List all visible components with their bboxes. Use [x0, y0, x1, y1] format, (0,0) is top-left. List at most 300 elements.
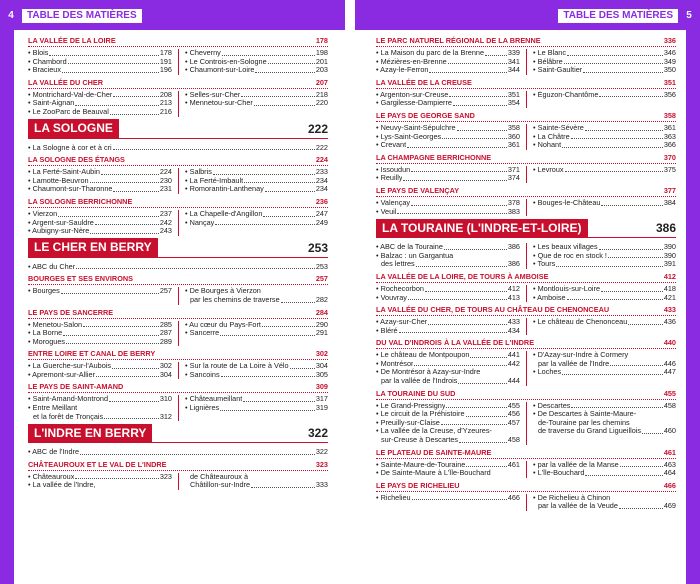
- toc-entry[interactable]: [28, 168, 172, 177]
- dot-leader: [113, 149, 315, 150]
- entry-title: • Bouges-le-Château: [533, 198, 601, 207]
- toc-entry[interactable]: [28, 413, 172, 422]
- toc-entry[interactable]: [28, 263, 328, 272]
- section-heading[interactable]: [376, 338, 676, 349]
- entry-title: • Chambord: [28, 57, 67, 66]
- toc-entry[interactable]: [185, 362, 328, 371]
- entry-column-left: [376, 124, 526, 150]
- entry-page: 446: [663, 358, 676, 368]
- dot-leader: [458, 383, 506, 384]
- entry-page: 216: [159, 106, 172, 116]
- toc-entry[interactable]: [185, 321, 328, 330]
- dot-leader: [444, 249, 507, 250]
- section-title: LE PARC NATUREL RÉGIONAL DE LA BRENNE: [376, 36, 541, 45]
- toc-entry[interactable]: [533, 58, 676, 67]
- section-heading[interactable]: [376, 78, 676, 89]
- entry-title: • Le ZooParc de Beauval: [28, 107, 109, 116]
- section-heading[interactable]: [376, 481, 676, 492]
- entry-column-left: [376, 49, 526, 75]
- section-page: 309: [315, 382, 328, 392]
- section-page: 412: [663, 271, 676, 281]
- section-heading[interactable]: [28, 274, 328, 285]
- dot-leader: [110, 114, 159, 115]
- toc-entry[interactable]: [533, 133, 676, 142]
- section-page: 336: [663, 36, 676, 45]
- entry-line: de-Touraine par les chemins: [538, 417, 630, 427]
- entry-group: [376, 243, 676, 269]
- entry-column-right: [178, 362, 328, 379]
- entry-group: [28, 473, 328, 490]
- section-heading[interactable]: [376, 111, 676, 122]
- entry-group: [376, 351, 676, 385]
- entry-title: • Argent-sur-Sauldre: [28, 218, 94, 227]
- dot-leader: [628, 324, 663, 325]
- entry-page: 358: [507, 122, 520, 132]
- toc-entry[interactable]: [533, 360, 676, 369]
- section-page: 370: [663, 152, 676, 162]
- toc-entry[interactable]: [185, 177, 328, 186]
- entry-title: • La Sologne à cor et à cri: [28, 143, 112, 152]
- entry-list: [376, 402, 520, 428]
- toc-entry[interactable]: [28, 177, 172, 186]
- section-page: 323: [315, 459, 328, 469]
- dot-leader: [61, 293, 159, 294]
- entry-page: 418: [663, 283, 676, 293]
- section-heading[interactable]: [28, 36, 328, 47]
- toc-entry[interactable]: [533, 91, 676, 100]
- entry-line: [533, 427, 676, 436]
- toc-entry[interactable]: [185, 58, 328, 67]
- entry-column-left: [28, 168, 178, 194]
- entry-group: [376, 318, 676, 335]
- dot-leader: [567, 55, 663, 56]
- region-heading[interactable]: [28, 424, 328, 443]
- dot-leader: [642, 433, 663, 434]
- section-page: 284: [315, 307, 328, 317]
- dot-leader: [411, 171, 507, 172]
- toc-entry[interactable]: [28, 404, 172, 413]
- entry-title: • Sainte-Maure-de-Touraine: [376, 460, 466, 469]
- entry-title: • L'Île-Bouchard: [533, 469, 585, 478]
- section-heading[interactable]: [376, 186, 676, 197]
- entry-line: [533, 502, 676, 511]
- left-header-title: TABLE DES MATIÈRES: [22, 9, 142, 23]
- toc-entry[interactable]: [185, 49, 328, 58]
- toc-entry[interactable]: [28, 185, 172, 194]
- dot-leader: [75, 105, 158, 106]
- toc-entry[interactable]: [376, 91, 520, 100]
- toc-entry[interactable]: [185, 404, 328, 413]
- toc-entry[interactable]: [185, 210, 328, 219]
- dot-leader: [601, 291, 663, 292]
- toc-entry[interactable]: [376, 141, 520, 150]
- entry-title: par la vallée de la Veude: [538, 502, 618, 511]
- entry-page: 317: [315, 394, 328, 404]
- dot-leader: [457, 130, 507, 131]
- section-page: 302: [315, 349, 328, 359]
- toc-entry[interactable]: [376, 294, 520, 303]
- section-title: LE PAYS DE RICHELIEU: [376, 480, 460, 490]
- dot-leader: [63, 335, 159, 336]
- entry-column-right: [526, 494, 676, 511]
- toc-entry[interactable]: [533, 318, 676, 327]
- section-heading[interactable]: [376, 389, 676, 400]
- toc-entry[interactable]: [185, 168, 328, 177]
- entry-page: 366: [663, 140, 676, 150]
- entry-column-right: [178, 287, 328, 304]
- dot-leader: [222, 55, 315, 56]
- toc-entry[interactable]: [28, 448, 328, 457]
- entry-column-left: [376, 166, 526, 183]
- dot-leader: [414, 365, 506, 366]
- toc-entry[interactable]: [376, 99, 520, 108]
- toc-entry[interactable]: [185, 66, 328, 75]
- entry-title: • Morogues: [28, 337, 66, 346]
- entry-title: • Que de roc en stock !: [533, 251, 607, 260]
- toc-entry[interactable]: [533, 469, 676, 478]
- dot-leader: [268, 63, 315, 64]
- dot-leader: [76, 268, 315, 269]
- toc-entry[interactable]: [533, 260, 676, 269]
- section-heading[interactable]: [376, 448, 676, 459]
- dot-leader: [610, 365, 663, 366]
- toc-entry[interactable]: [376, 402, 520, 411]
- toc-entry[interactable]: [376, 260, 520, 269]
- toc-entry[interactable]: [28, 329, 172, 338]
- toc-entry[interactable]: [376, 208, 520, 217]
- entry-page: 220: [315, 98, 328, 108]
- toc-entry[interactable]: [28, 108, 172, 117]
- entry-page: 302: [159, 361, 172, 371]
- entry-title: • Salbris: [185, 168, 212, 177]
- entry-page: 374: [507, 173, 520, 183]
- toc-entry[interactable]: [28, 287, 172, 296]
- entry-column-left: [28, 321, 178, 347]
- entry-title: • Apremont-sur-Allier: [28, 370, 96, 379]
- entry-page: 421: [663, 292, 676, 302]
- region-title: LE CHER EN BERRY: [28, 238, 158, 257]
- toc-entry[interactable]: [533, 124, 676, 133]
- entry-page: 282: [315, 294, 328, 304]
- entry-line: [185, 296, 328, 305]
- toc-entry[interactable]: [376, 494, 520, 503]
- entry-title: des lettres: [381, 260, 415, 269]
- toc-entry[interactable]: [376, 66, 520, 75]
- section-heading[interactable]: [28, 197, 328, 208]
- section-heading[interactable]: [376, 36, 676, 47]
- toc-entry[interactable]: [185, 219, 328, 228]
- entry-page: 253: [315, 261, 328, 271]
- dot-leader: [58, 216, 159, 217]
- section-title: LE PLATEAU DE SAINTE-MAURE: [376, 447, 492, 457]
- entry-column-right: [178, 49, 328, 75]
- entry-list: [376, 351, 520, 368]
- entry-group: [376, 285, 676, 302]
- entry-page: 378: [507, 197, 520, 207]
- entry-line: • De Montrésor à Azay-sur-Indre: [376, 367, 481, 377]
- toc-entry[interactable]: [376, 327, 520, 336]
- toc-entry[interactable]: [533, 461, 676, 470]
- toc-entry[interactable]: [533, 368, 676, 377]
- entry-column-right: [526, 461, 676, 478]
- entry-title: • Vouvray: [376, 293, 407, 302]
- entry-page: 363: [663, 131, 676, 141]
- toc-entry[interactable]: [533, 166, 676, 175]
- entry-page: 463: [663, 459, 676, 469]
- dot-leader: [244, 182, 315, 183]
- toc-entry[interactable]: [28, 210, 172, 219]
- toc-entry[interactable]: [185, 329, 328, 338]
- entry-page: 433: [507, 317, 520, 327]
- toc-entry[interactable]: [376, 199, 520, 208]
- toc-entry[interactable]: [185, 481, 328, 490]
- section-page: 440: [663, 338, 676, 348]
- toc-entry[interactable]: [28, 321, 172, 330]
- entry-page: 234: [315, 184, 328, 194]
- toc-entry[interactable]: [28, 91, 172, 100]
- entry-title: • Issoudun: [376, 165, 411, 174]
- region-page: 222: [307, 121, 328, 136]
- section-heading[interactable]: [28, 460, 328, 471]
- entry-title: • Bracieux: [28, 66, 61, 75]
- section-title: LA SOLOGNE BERRICHONNE: [28, 196, 133, 206]
- section-title: LE PAYS DE VALENÇAY: [376, 185, 460, 195]
- entry-title: • Montrésor: [376, 359, 414, 368]
- dot-leader: [442, 138, 507, 139]
- dot-leader: [585, 475, 662, 476]
- right-header-bar: [355, 0, 700, 30]
- entry-page: 466: [507, 492, 520, 502]
- toc-entry[interactable]: [376, 133, 520, 142]
- entry-column-right: [526, 351, 676, 385]
- entry-page: 198: [315, 48, 328, 57]
- section-heading[interactable]: [28, 155, 328, 166]
- dot-leader: [585, 130, 663, 131]
- toc-entry[interactable]: [28, 66, 172, 75]
- entry-page: 460: [663, 426, 676, 436]
- entry-title: • Sancoins: [185, 370, 220, 379]
- section-title: LA VALLÉE DE LA LOIRE: [28, 36, 116, 45]
- entry-column-right: [526, 166, 676, 183]
- toc-entry[interactable]: [533, 502, 676, 511]
- toc-entry[interactable]: [185, 296, 328, 305]
- entry-column-right: [526, 199, 676, 216]
- toc-entry[interactable]: [376, 166, 520, 175]
- toc-entry[interactable]: [28, 99, 172, 108]
- entry-page: 213: [159, 98, 172, 108]
- toc-entry[interactable]: [376, 351, 520, 360]
- entry-page: 461: [507, 459, 520, 469]
- toc-entry[interactable]: [185, 185, 328, 194]
- entry-page: 350: [663, 65, 676, 75]
- entry-page: 230: [159, 175, 172, 185]
- entry-title: • Preuilly-sur-Claise: [376, 418, 440, 427]
- toc-entry[interactable]: [376, 124, 520, 133]
- region-page: 322: [307, 426, 328, 441]
- toc-entry[interactable]: [376, 318, 520, 327]
- entry-page: 322: [315, 447, 328, 457]
- entry-group: [28, 263, 328, 272]
- entry-group: [376, 461, 676, 478]
- entry-title: • Saint-Aignan: [28, 99, 75, 108]
- left-toc-column: [28, 36, 328, 493]
- section-heading[interactable]: [28, 349, 328, 360]
- toc-entry[interactable]: [376, 58, 520, 67]
- dot-leader: [215, 224, 314, 225]
- toc-entry[interactable]: [28, 473, 172, 482]
- toc-entry[interactable]: [28, 362, 172, 371]
- dot-leader: [601, 205, 662, 206]
- entry-column-right: [526, 124, 676, 150]
- region-title: LA TOURAINE (L'INDRE-ET-LOIRE): [376, 219, 588, 238]
- dot-leader: [571, 138, 663, 139]
- toc-entry[interactable]: [533, 49, 676, 58]
- entry-title: • Valençay: [376, 198, 411, 207]
- entry-page: 458: [507, 435, 520, 445]
- entry-line: [533, 368, 676, 377]
- dot-leader: [459, 442, 507, 443]
- entry-group: [28, 144, 328, 153]
- section-heading[interactable]: [28, 78, 328, 89]
- toc-entry[interactable]: [376, 410, 520, 419]
- toc-entry[interactable]: [376, 285, 520, 294]
- toc-entry[interactable]: [376, 49, 520, 58]
- toc-entry[interactable]: [185, 395, 328, 404]
- entry-title: • Romorantin-Lanthenay: [185, 185, 264, 194]
- entry-title: • Sainte-Sévère: [533, 123, 584, 132]
- entry-title: • La Maison du parc de la Brenne: [376, 49, 485, 57]
- entry-line: • De Richelieu à Chinon: [533, 492, 611, 502]
- toc-entry[interactable]: [376, 377, 520, 386]
- dot-leader: [49, 55, 158, 56]
- dot-leader: [113, 191, 158, 192]
- entry-page: 354: [507, 98, 520, 108]
- section-heading[interactable]: [376, 272, 676, 283]
- toc-entry[interactable]: [28, 144, 328, 153]
- entry-page: 390: [663, 250, 676, 260]
- entry-column-left: [376, 461, 526, 478]
- entry-title: • Reuilly: [376, 174, 403, 183]
- dot-leader: [620, 466, 663, 467]
- dot-leader: [66, 343, 159, 344]
- toc-entry[interactable]: [28, 338, 172, 347]
- toc-entry[interactable]: [533, 285, 676, 294]
- entry-title: • Le château de Montpoupon: [376, 351, 470, 360]
- entry-page: 434: [507, 325, 520, 335]
- entry-title: • Azay-le-Ferron: [376, 66, 429, 75]
- right-toc-column: [376, 36, 676, 514]
- toc-entry[interactable]: [533, 141, 676, 150]
- entry-column-left: [376, 243, 526, 269]
- entry-title: • Loches: [533, 368, 562, 377]
- toc-entry[interactable]: [376, 461, 520, 470]
- right-page-number: 5: [678, 9, 700, 23]
- dot-leader: [412, 499, 507, 500]
- toc-entry[interactable]: [185, 91, 328, 100]
- toc-entry[interactable]: [28, 481, 172, 490]
- toc-entry[interactable]: [533, 199, 676, 208]
- dot-leader: [599, 249, 663, 250]
- toc-entry[interactable]: [376, 436, 520, 445]
- entry-title: • Le Controis-en-Sologne: [185, 57, 267, 66]
- entry-title: • Montlouis-sur-Loire: [533, 284, 601, 293]
- region-heading[interactable]: [28, 239, 328, 258]
- toc-entry[interactable]: [533, 294, 676, 303]
- entry-group: [376, 124, 676, 150]
- entry-page: 412: [507, 283, 520, 293]
- region-heading[interactable]: [376, 219, 676, 238]
- entry-page: 339: [507, 48, 520, 57]
- toc-entry[interactable]: [185, 99, 328, 108]
- entry-title: • Au cœur du Pays-Fort: [185, 320, 261, 329]
- entry-page: 323: [159, 471, 172, 481]
- entry-title: • La vallée de l'Indre,: [28, 481, 96, 490]
- entry-column-left: [376, 91, 526, 108]
- dot-leader: [83, 326, 159, 327]
- intro-entry: [28, 263, 328, 272]
- toc-entry[interactable]: [376, 469, 520, 478]
- toc-entry[interactable]: [533, 427, 676, 436]
- dot-leader: [446, 407, 506, 408]
- section-heading[interactable]: [376, 305, 676, 316]
- entry-title: • Argenton-sur-Creuse: [376, 90, 449, 99]
- entry-page: 287: [159, 328, 172, 338]
- section-heading[interactable]: [28, 382, 328, 393]
- region-heading[interactable]: [28, 120, 328, 139]
- section-heading[interactable]: [28, 308, 328, 319]
- toc-entry[interactable]: [28, 227, 172, 236]
- entry-page: 333: [315, 480, 328, 490]
- toc-entry[interactable]: [533, 243, 676, 252]
- region-title: L'INDRE EN BERRY: [28, 424, 152, 443]
- toc-entry[interactable]: [533, 252, 676, 261]
- toc-entry[interactable]: [28, 49, 172, 58]
- entry-page: 285: [159, 319, 172, 329]
- section-page: 178: [315, 36, 328, 45]
- entry-page: 222: [315, 142, 328, 152]
- region-page: 253: [307, 240, 328, 255]
- entry-page: 233: [315, 167, 328, 177]
- region-page: 386: [655, 221, 676, 236]
- entry-title: • Châteaumeillant: [185, 395, 243, 404]
- entry-page: 456: [507, 409, 520, 419]
- section-page: 466: [663, 480, 676, 490]
- dot-leader: [485, 55, 507, 56]
- dot-leader: [80, 454, 315, 455]
- entry-title: • La Ferté-Saint-Aubin: [28, 168, 100, 177]
- entry-column-right: [178, 91, 328, 117]
- entry-column-right: [178, 321, 328, 347]
- right-header-title: TABLE DES MATIÈRES: [558, 9, 678, 23]
- entry-title: • Châteauroux: [28, 472, 75, 481]
- toc-entry[interactable]: [28, 219, 172, 228]
- toc-entry[interactable]: [28, 58, 172, 67]
- toc-entry[interactable]: [28, 371, 172, 380]
- entry-title: • Amboise: [533, 293, 566, 302]
- entry-page: 444: [507, 376, 520, 386]
- toc-entry[interactable]: [533, 66, 676, 75]
- section-title: LA VALLÉE DE LA CREUSE: [376, 77, 472, 87]
- entry-page: 224: [159, 167, 172, 177]
- toc-entry[interactable]: [28, 395, 172, 404]
- entry-page: 458: [663, 400, 676, 410]
- dot-leader: [265, 191, 315, 192]
- section-heading[interactable]: [376, 153, 676, 164]
- entry-page: 243: [159, 226, 172, 236]
- entry-line: [376, 260, 520, 269]
- toc-entry[interactable]: [376, 174, 520, 183]
- toc-entry[interactable]: [185, 371, 328, 380]
